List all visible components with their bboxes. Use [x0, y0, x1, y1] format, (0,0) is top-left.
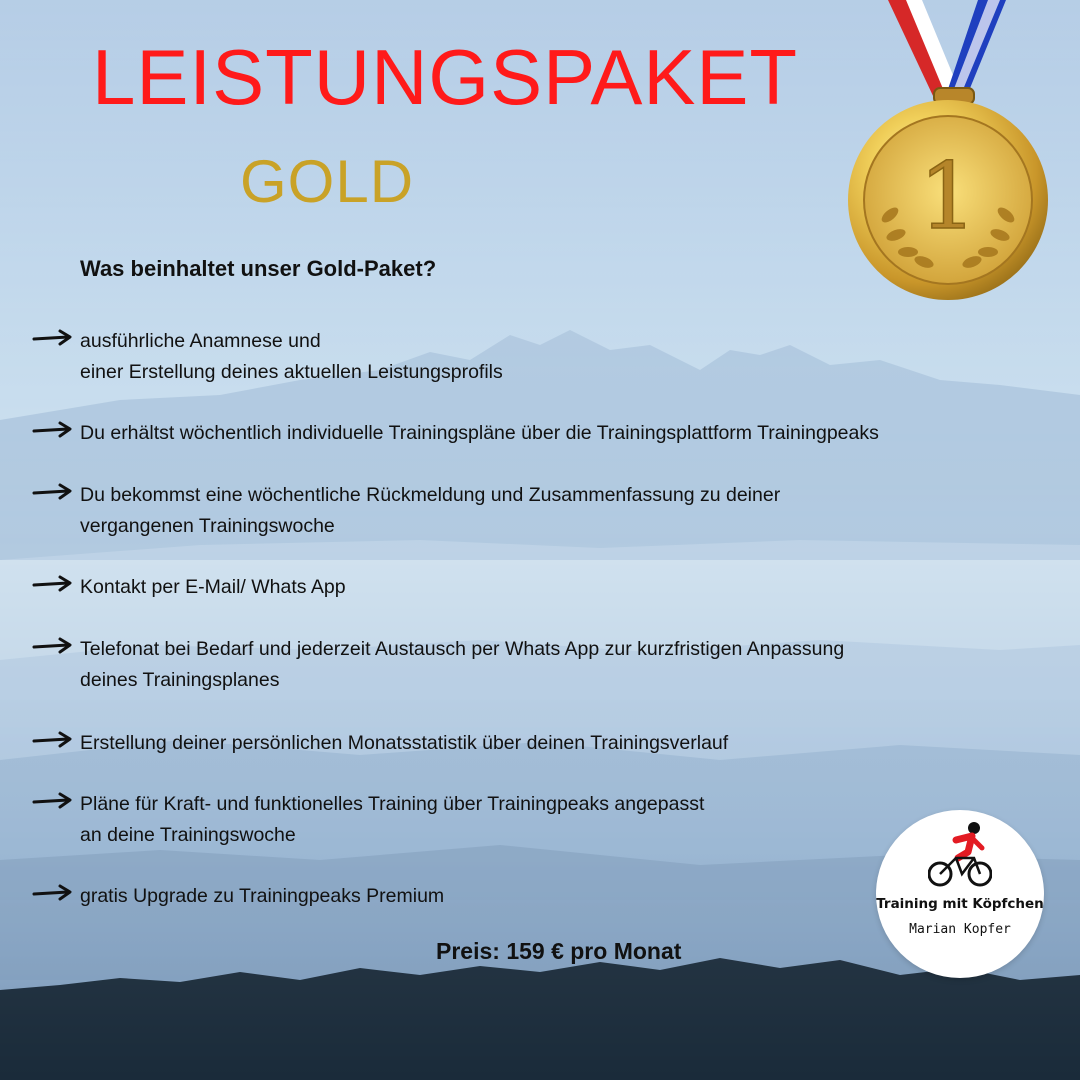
- list-item: [32, 480, 1072, 542]
- cyclist-icon: [928, 818, 992, 892]
- arrow-right-icon: [32, 574, 74, 594]
- item-line-1: Du bekommst eine wöchentliche Rückmeldung und Zusammenfassung zu deiner: [80, 484, 781, 506]
- list-item: [32, 326, 1072, 388]
- brand-logo: [876, 810, 1044, 978]
- item-text: [80, 634, 1072, 696]
- item-line-2: vergangenen Trainingswoche: [80, 515, 335, 537]
- item-text: [80, 480, 1072, 542]
- price-label: Preis: 159 € pro Monat: [436, 938, 682, 964]
- item-line-1: Pläne für Kraft- und funktionelles Training über Trainingpeaks angepasst: [80, 793, 705, 815]
- item-line-2: einer Erstellung deines aktuellen Leistungsprofils: [80, 361, 503, 383]
- list-item: [32, 418, 1072, 449]
- item-line-1: Telefonat bei Bedarf und jederzeit Austausch per Whats App zur kurzfristigen Anpassung: [80, 638, 845, 660]
- logo-person: Marian Kopfer: [909, 922, 1011, 937]
- item-text: [80, 418, 1072, 449]
- arrow-right-icon: [32, 328, 74, 348]
- page-title: LEISTUNGSPAKET: [92, 33, 799, 121]
- arrow-right-icon: [32, 420, 74, 440]
- arrow-right-icon: [32, 636, 74, 656]
- item-text: [80, 326, 1072, 388]
- item-line-1: Du erhältst wöchentlich individuelle Trainingspläne über die Trainingsplattform Trainingpeaks: [80, 422, 879, 444]
- list-item: [32, 572, 1072, 603]
- arrow-right-icon: [32, 482, 74, 502]
- list-item: [32, 634, 1072, 696]
- question-heading: Was beinhaltet unser Gold-Paket?: [80, 256, 437, 281]
- item-line-1: ausführliche Anamnese und: [80, 330, 321, 352]
- item-text: [80, 728, 1072, 759]
- item-line-2: an deine Trainingswoche: [80, 824, 296, 846]
- package-subtitle: GOLD: [240, 148, 415, 215]
- list-item: [32, 728, 1072, 759]
- arrow-right-icon: [32, 730, 74, 750]
- item-text: [80, 572, 1072, 603]
- medal-number: 1: [918, 143, 978, 250]
- arrow-right-icon: [32, 791, 74, 811]
- item-line-1: gratis Upgrade zu Trainingpeaks Premium: [80, 885, 445, 907]
- logo-name: Training mit Köpfchen: [876, 896, 1044, 912]
- arrow-right-icon: [32, 883, 74, 903]
- item-line-1: Erstellung deiner persönlichen Monatsstatistik über deinen Trainingsverlauf: [80, 732, 729, 754]
- item-line-1: Kontakt per E-Mail/ Whats App: [80, 576, 346, 598]
- item-line-2: deines Trainingsplanes: [80, 669, 280, 691]
- gold-medal-icon: [838, 0, 1058, 310]
